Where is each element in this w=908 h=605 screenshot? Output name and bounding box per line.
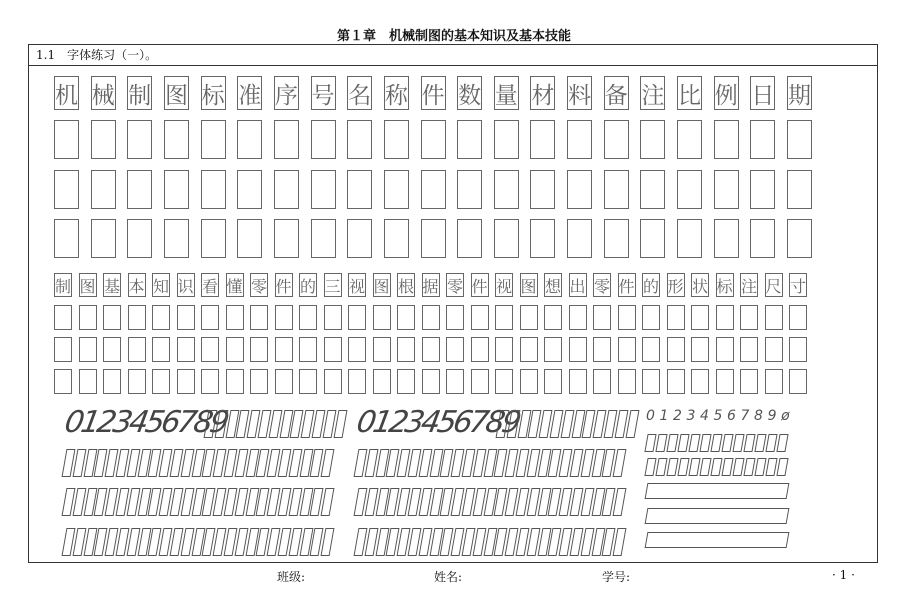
- small-char-cell: 基: [103, 273, 121, 297]
- blank-small-cell: [299, 305, 317, 330]
- blank-small-cell: [201, 369, 219, 394]
- blank-small-cell: [446, 337, 464, 362]
- small-char-cell: 想: [544, 273, 562, 297]
- blank-small-cell: [275, 369, 293, 394]
- blank-small-cell: [667, 305, 685, 330]
- blank-large-cell: [164, 170, 189, 209]
- large-char-cell: 称: [384, 76, 409, 110]
- blank-small-cell: [667, 337, 685, 362]
- small-char-cell: 注: [740, 273, 758, 297]
- small-char-cell: 视: [495, 273, 513, 297]
- blank-small-cell: [667, 369, 685, 394]
- blank-large-cell: [494, 170, 519, 209]
- blank-large-cell: [237, 219, 262, 258]
- student-id-label: 学号:: [602, 570, 631, 584]
- blank-small-cell: [495, 369, 513, 394]
- blank-small-cell: [324, 369, 342, 394]
- small-char-cell: 制: [54, 273, 72, 297]
- small-char-cell: 图: [79, 273, 97, 297]
- small-char-cell: 图: [373, 273, 391, 297]
- blank-small-cell: [569, 305, 587, 330]
- blank-small-cell: [422, 337, 440, 362]
- small-char-cell: 标: [716, 273, 734, 297]
- blank-large-cell: [274, 170, 299, 209]
- blank-large-cell: [201, 120, 226, 159]
- blank-large-cell: [494, 120, 519, 159]
- blank-small-cell: [716, 369, 734, 394]
- blank-small-cell: [544, 369, 562, 394]
- blank-large-cell: [347, 219, 372, 258]
- large-char-cell: 量: [494, 76, 519, 110]
- blank-small-cell: [618, 305, 636, 330]
- large-char-cell: 数: [457, 76, 482, 110]
- blank-large-cell: [311, 219, 336, 258]
- small-char-cell: 图: [520, 273, 538, 297]
- blank-small-cell: [299, 369, 317, 394]
- blank-small-cell: [250, 337, 268, 362]
- small-char-cell: 的: [299, 273, 317, 297]
- blank-small-cell: [471, 305, 489, 330]
- writing-strip: [645, 483, 790, 499]
- blank-small-cell: [324, 337, 342, 362]
- small-char-cell: 出: [569, 273, 587, 297]
- large-char-cell: 标: [201, 76, 226, 110]
- blank-large-cell: [457, 170, 482, 209]
- blank-small-cell: [716, 305, 734, 330]
- blank-small-cell: [397, 369, 415, 394]
- blank-small-cell: [593, 337, 611, 362]
- blank-small-cell: [446, 305, 464, 330]
- blank-small-cell: [348, 337, 366, 362]
- blank-large-cell: [604, 120, 629, 159]
- large-char-cell: 例: [714, 76, 739, 110]
- small-digits: 0123456789ø: [646, 408, 795, 424]
- large-char-cell: 期: [787, 76, 812, 110]
- small-char-cell: 懂: [226, 273, 244, 297]
- blank-small-cell: [373, 337, 391, 362]
- blank-large-cell: [54, 170, 79, 209]
- blank-small-cell: [103, 369, 121, 394]
- blank-large-cell: [127, 170, 152, 209]
- blank-large-cell: [421, 120, 446, 159]
- blank-large-cell: [457, 219, 482, 258]
- blank-small-cell: [299, 337, 317, 362]
- blank-small-cell: [422, 369, 440, 394]
- blank-small-cell: [593, 305, 611, 330]
- blank-small-cell: [177, 369, 195, 394]
- large-char-cell: 比: [677, 76, 702, 110]
- blank-large-cell: [567, 120, 592, 159]
- blank-large-cell: [201, 219, 226, 258]
- blank-large-cell: [750, 120, 775, 159]
- blank-small-cell: [471, 369, 489, 394]
- blank-small-cell: [618, 369, 636, 394]
- small-char-cell: 件: [275, 273, 293, 297]
- blank-small-cell: [250, 305, 268, 330]
- blank-small-cell: [765, 369, 783, 394]
- blank-small-cell: [691, 337, 709, 362]
- blank-small-cell: [152, 369, 170, 394]
- blank-small-cell: [740, 337, 758, 362]
- blank-small-cell: [54, 369, 72, 394]
- small-char-cell: 件: [471, 273, 489, 297]
- blank-large-cell: [164, 219, 189, 258]
- blank-small-cell: [544, 305, 562, 330]
- blank-large-cell: [237, 120, 262, 159]
- blank-small-cell: [569, 369, 587, 394]
- large-digits: 0123456789: [354, 405, 522, 440]
- blank-small-cell: [79, 369, 97, 394]
- blank-small-cell: [54, 337, 72, 362]
- blank-large-cell: [91, 120, 116, 159]
- small-char-cell: 看: [201, 273, 219, 297]
- blank-large-cell: [640, 170, 665, 209]
- blank-large-cell: [714, 219, 739, 258]
- blank-small-cell: [79, 305, 97, 330]
- blank-large-cell: [640, 219, 665, 258]
- small-char-cell: 状: [691, 273, 709, 297]
- blank-large-cell: [274, 219, 299, 258]
- large-char-cell: 制: [127, 76, 152, 110]
- blank-small-cell: [520, 337, 538, 362]
- large-char-cell: 注: [640, 76, 665, 110]
- blank-large-cell: [311, 120, 336, 159]
- blank-small-cell: [275, 305, 293, 330]
- small-char-cell: 零: [250, 273, 268, 297]
- blank-small-cell: [250, 369, 268, 394]
- blank-small-cell: [152, 305, 170, 330]
- blank-small-cell: [789, 337, 807, 362]
- blank-small-cell: [789, 369, 807, 394]
- blank-large-cell: [237, 170, 262, 209]
- large-char-cell: 备: [604, 76, 629, 110]
- blank-large-cell: [567, 219, 592, 258]
- blank-small-cell: [642, 337, 660, 362]
- small-char-cell: 三: [324, 273, 342, 297]
- page-number: · 1 ·: [832, 568, 855, 582]
- blank-small-cell: [152, 337, 170, 362]
- small-char-cell: 尺: [765, 273, 783, 297]
- blank-small-cell: [642, 369, 660, 394]
- blank-large-cell: [457, 120, 482, 159]
- writing-strip: [645, 508, 790, 524]
- blank-small-cell: [422, 305, 440, 330]
- writing-strip: [645, 532, 790, 548]
- blank-small-cell: [716, 337, 734, 362]
- class-label: 班级:: [277, 570, 306, 584]
- large-char-cell: 序: [274, 76, 299, 110]
- large-char-cell: 图: [164, 76, 189, 110]
- small-char-cell: 件: [618, 273, 636, 297]
- name-label: 姓名:: [434, 570, 463, 584]
- blank-small-cell: [765, 337, 783, 362]
- blank-large-cell: [421, 219, 446, 258]
- large-char-cell: 件: [421, 76, 446, 110]
- blank-small-cell: [544, 337, 562, 362]
- blank-small-cell: [128, 305, 146, 330]
- blank-large-cell: [530, 170, 555, 209]
- blank-small-cell: [324, 305, 342, 330]
- blank-small-cell: [348, 369, 366, 394]
- small-char-cell: 据: [422, 273, 440, 297]
- blank-small-cell: [471, 337, 489, 362]
- blank-large-cell: [127, 120, 152, 159]
- blank-large-cell: [787, 120, 812, 159]
- blank-small-cell: [495, 305, 513, 330]
- small-char-cell: 零: [593, 273, 611, 297]
- blank-small-cell: [642, 305, 660, 330]
- blank-small-cell: [373, 369, 391, 394]
- blank-large-cell: [274, 120, 299, 159]
- blank-small-cell: [128, 337, 146, 362]
- blank-small-cell: [201, 337, 219, 362]
- small-char-cell: 形: [667, 273, 685, 297]
- blank-large-cell: [311, 170, 336, 209]
- blank-large-cell: [384, 170, 409, 209]
- large-char-cell: 料: [567, 76, 592, 110]
- small-char-cell: 识: [177, 273, 195, 297]
- blank-small-cell: [226, 305, 244, 330]
- blank-large-cell: [494, 219, 519, 258]
- large-char-cell: 材: [530, 76, 555, 110]
- blank-small-cell: [177, 337, 195, 362]
- blank-large-cell: [787, 219, 812, 258]
- large-char-cell: 号: [311, 76, 336, 110]
- blank-large-cell: [677, 170, 702, 209]
- blank-small-cell: [128, 369, 146, 394]
- section-title: 1.1 字体练习（一）。: [29, 45, 877, 66]
- blank-large-cell: [530, 120, 555, 159]
- small-char-cell: 知: [152, 273, 170, 297]
- small-char-cell: 本: [128, 273, 146, 297]
- blank-large-cell: [714, 170, 739, 209]
- blank-large-cell: [384, 219, 409, 258]
- blank-small-cell: [226, 369, 244, 394]
- blank-large-cell: [201, 170, 226, 209]
- blank-small-cell: [593, 369, 611, 394]
- blank-small-cell: [348, 305, 366, 330]
- blank-large-cell: [54, 120, 79, 159]
- blank-large-cell: [421, 170, 446, 209]
- blank-large-cell: [91, 170, 116, 209]
- blank-small-cell: [520, 369, 538, 394]
- large-char-cell: 准: [237, 76, 262, 110]
- blank-small-cell: [618, 337, 636, 362]
- blank-large-cell: [347, 120, 372, 159]
- blank-small-cell: [103, 337, 121, 362]
- blank-small-cell: [740, 305, 758, 330]
- large-char-cell: 械: [91, 76, 116, 110]
- blank-large-cell: [787, 170, 812, 209]
- small-char-cell: 寸: [789, 273, 807, 297]
- blank-large-cell: [567, 170, 592, 209]
- blank-large-cell: [604, 170, 629, 209]
- large-char-cell: 机: [54, 76, 79, 110]
- blank-small-cell: [275, 337, 293, 362]
- blank-small-cell: [79, 337, 97, 362]
- blank-small-cell: [569, 337, 587, 362]
- blank-large-cell: [677, 120, 702, 159]
- small-char-cell: 根: [397, 273, 415, 297]
- blank-large-cell: [714, 120, 739, 159]
- blank-small-cell: [201, 305, 219, 330]
- blank-small-cell: [740, 369, 758, 394]
- blank-small-cell: [373, 305, 391, 330]
- blank-small-cell: [495, 337, 513, 362]
- blank-large-cell: [127, 219, 152, 258]
- blank-large-cell: [347, 170, 372, 209]
- blank-large-cell: [750, 170, 775, 209]
- large-digits: 0123456789: [62, 405, 230, 440]
- blank-small-cell: [691, 369, 709, 394]
- blank-small-cell: [226, 337, 244, 362]
- blank-large-cell: [164, 120, 189, 159]
- small-char-cell: 视: [348, 273, 366, 297]
- blank-small-cell: [103, 305, 121, 330]
- blank-small-cell: [691, 305, 709, 330]
- blank-large-cell: [54, 219, 79, 258]
- blank-small-cell: [397, 305, 415, 330]
- chapter-title: 第１章 机械制图的基本知识及基本技能: [336, 29, 571, 44]
- blank-large-cell: [91, 219, 116, 258]
- blank-small-cell: [397, 337, 415, 362]
- blank-small-cell: [54, 305, 72, 330]
- blank-small-cell: [177, 305, 195, 330]
- blank-large-cell: [750, 219, 775, 258]
- blank-small-cell: [446, 369, 464, 394]
- blank-large-cell: [530, 219, 555, 258]
- blank-small-cell: [520, 305, 538, 330]
- blank-large-cell: [384, 120, 409, 159]
- large-char-cell: 日: [750, 76, 775, 110]
- blank-large-cell: [604, 219, 629, 258]
- large-char-cell: 名: [347, 76, 372, 110]
- small-char-cell: 零: [446, 273, 464, 297]
- blank-large-cell: [640, 120, 665, 159]
- blank-large-cell: [677, 219, 702, 258]
- blank-small-cell: [765, 305, 783, 330]
- blank-small-cell: [789, 305, 807, 330]
- small-char-cell: 的: [642, 273, 660, 297]
